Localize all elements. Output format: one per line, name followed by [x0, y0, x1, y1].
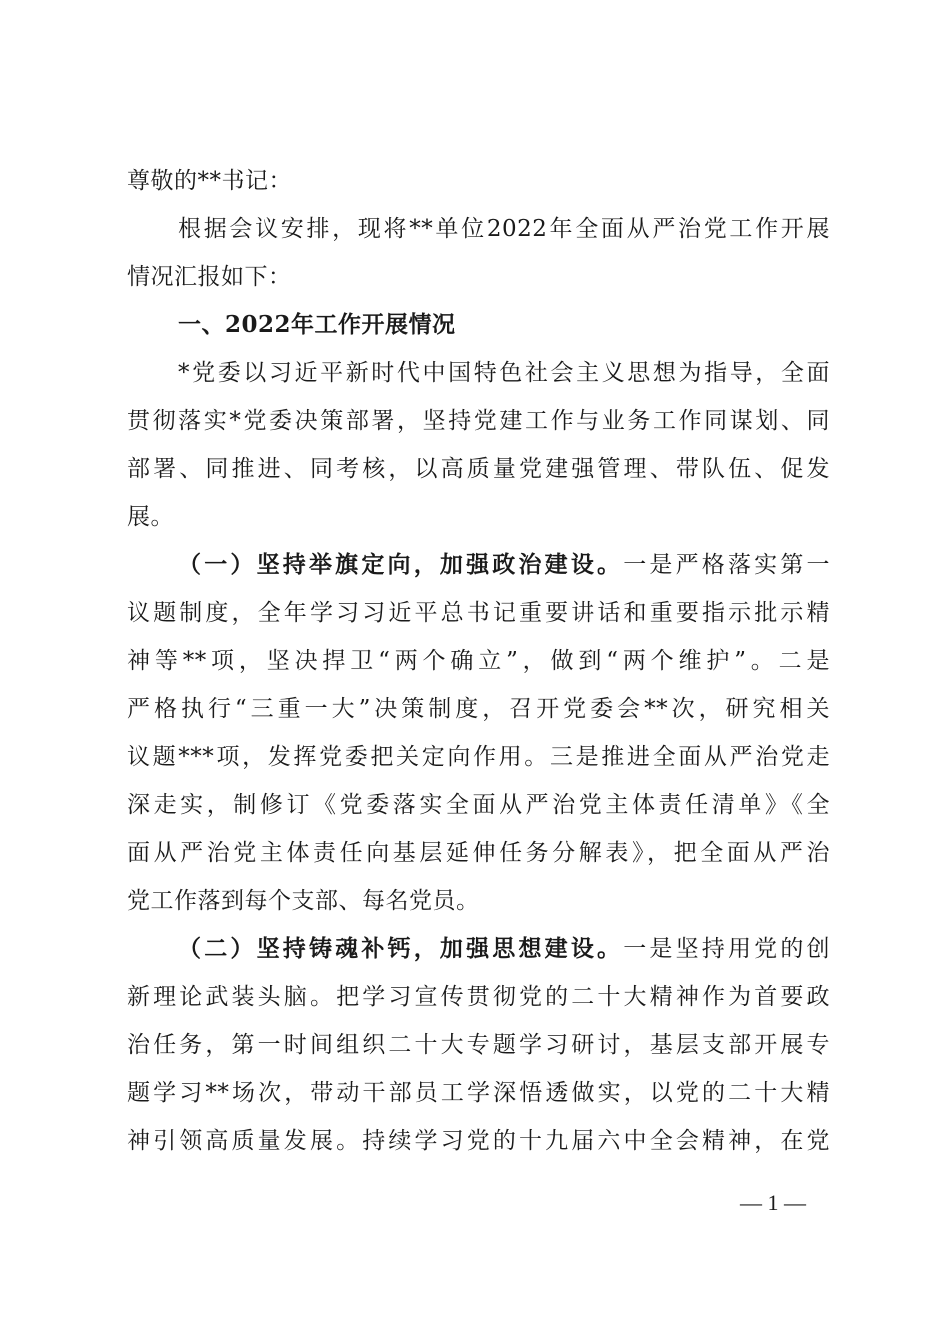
section-2-line: 新理论武装头脑。把学习宣传贯彻党的二十大精神作为首要政 — [127, 984, 830, 1010]
section-1-line: 深走实，制修订《党委落实全面从严治党主体责任清单》《全 — [127, 792, 830, 818]
section-1-line: 神等**项，坚决捍卫“两个确立”，做到“两个维护”。二是 — [127, 648, 830, 674]
page-number: — 1 — — [740, 1190, 806, 1215]
overview-line-1: *党委以习近平新时代中国特色社会主义思想为指导，全面 — [178, 360, 830, 386]
section-1-line: 严格执行“三重一大”决策制度，召开党委会**次，研究相关 — [127, 696, 830, 722]
section-1-line: 议题制度，全年学习习近平总书记重要讲话和重要指示批示精 — [127, 600, 830, 626]
section-1-first-line — [127, 541, 830, 589]
section-1-line: 党工作落到每个支部、每名党员。 — [127, 888, 480, 914]
section-2-line: 治任务，第一时间组织二十大专题学习研讨，基层支部开展专 — [127, 1032, 830, 1058]
intro-line-1: 根据会议安排，现将**单位2022年全面从严治党工作开展 — [178, 216, 830, 242]
section-2-line: 题学习**场次，带动干部员工学深悟透做实，以党的二十大精 — [127, 1080, 830, 1106]
section-2-first-line — [127, 925, 830, 973]
document-page — [127, 157, 830, 1165]
overview-line-4: 展。 — [127, 504, 174, 530]
section-2-line: 神引领高质量发展。持续学习党的十九届六中全会精神，在党 — [127, 1128, 830, 1154]
overview-line-2: 贯彻落实*党委决策部署，坚持党建工作与业务工作同谋划、同 — [127, 408, 830, 434]
salutation: 尊敬的**书记： — [127, 168, 292, 194]
section-1-title: （一）坚持举旗定向，加强政治建设。 — [178, 551, 624, 578]
heading-section-one: 一、2022年工作开展情况 — [178, 311, 456, 338]
overview-line-3: 部署、同推进、同考核，以高质量党建强管理、带队伍、促发 — [127, 456, 830, 482]
section-1-line: 面从严治党主体责任向基层延伸任务分解表》，把全面从严治 — [127, 840, 830, 866]
section-1-line: 议题***项，发挥党委把关定向作用。三是推进全面从严治党走 — [127, 744, 830, 770]
section-2-title: （二）坚持铸魂补钙，加强思想建设。 — [178, 935, 624, 962]
section-2-first-line-rest: 一是坚持用党的创 — [623, 936, 830, 962]
section-1-first-line-rest: 一是严格落实第一 — [623, 552, 830, 578]
intro-line-2: 情况汇报如下： — [127, 264, 292, 290]
